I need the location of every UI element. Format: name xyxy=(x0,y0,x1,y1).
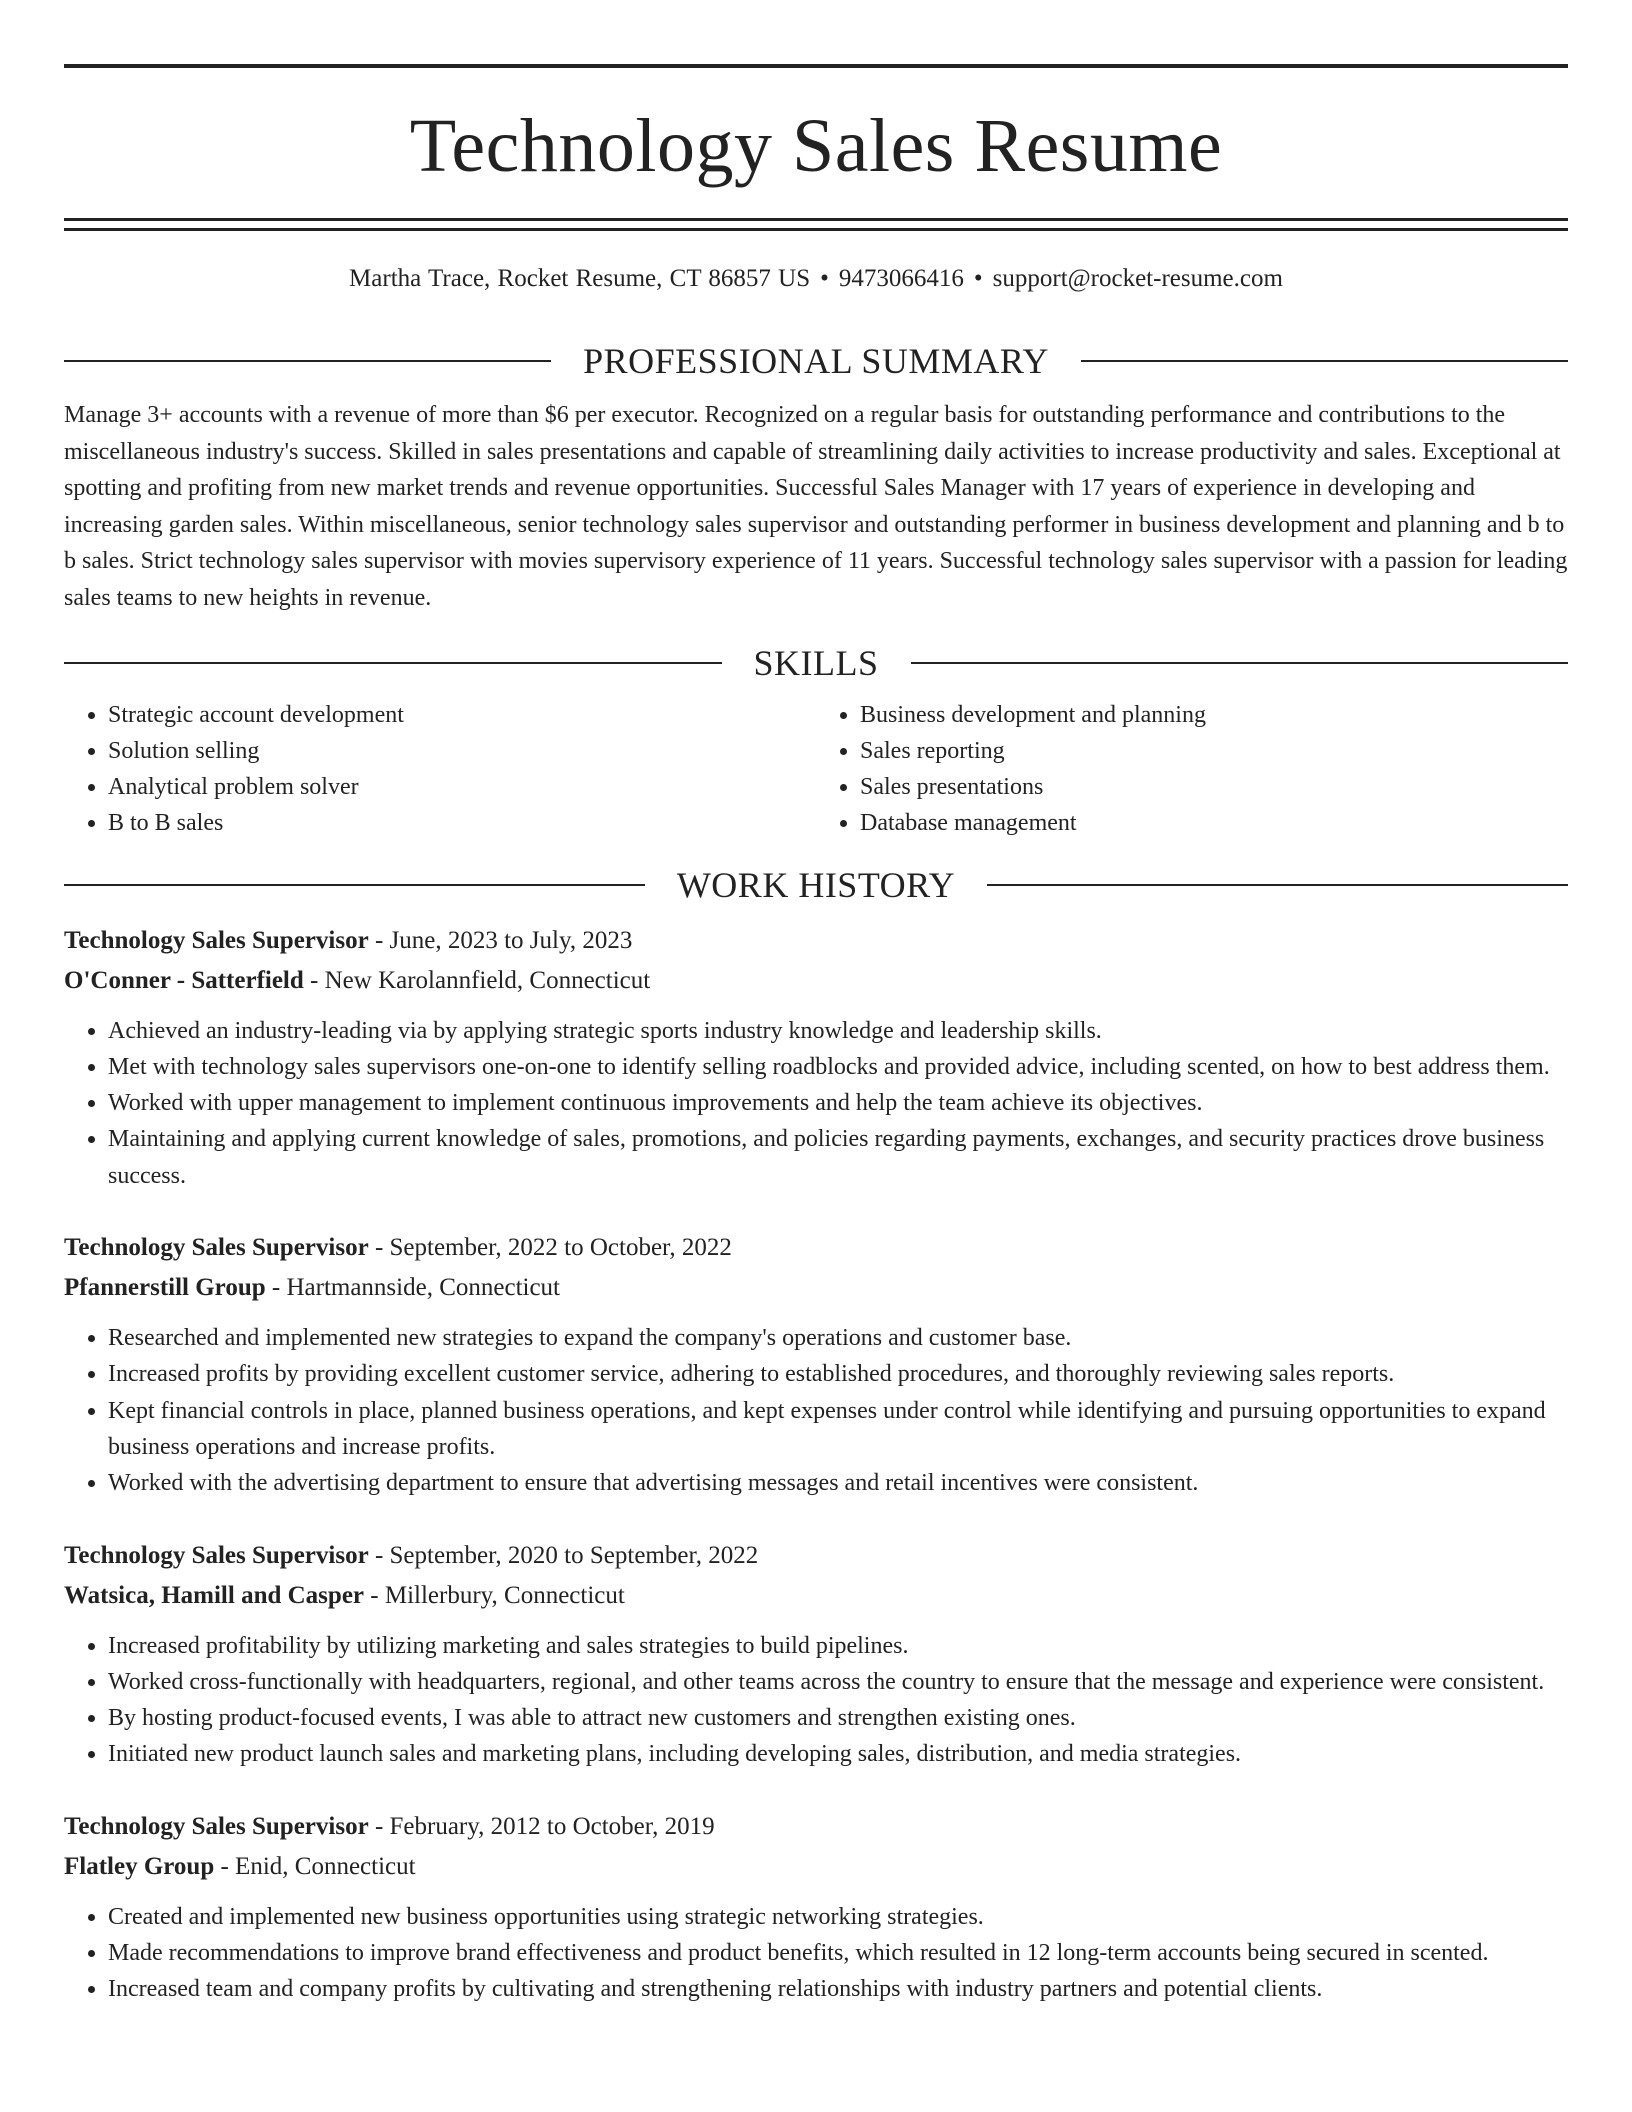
heading-rule xyxy=(987,884,1568,886)
skill-item: • Business development and planning xyxy=(860,697,1568,733)
skill-item: • Sales presentations xyxy=(860,769,1568,805)
heading-rule xyxy=(1081,360,1568,362)
job-bullets xyxy=(64,1013,1568,1194)
skill-item: • Strategic account development xyxy=(108,697,816,733)
summary-section-heading xyxy=(64,339,1568,383)
contact-separator: • xyxy=(973,265,983,292)
job-bullet: • Researched and implemented new strategies to expand the company's operations and customer base. xyxy=(108,1320,1568,1356)
skills-column-left xyxy=(64,697,816,841)
skill-item: • Database management xyxy=(860,805,1568,841)
job-title: Technology Sales Supervisor xyxy=(64,1812,369,1840)
job-bullet: • By hosting product-focused events, I was able to attract new customers and strengthen existing ones. xyxy=(108,1700,1568,1736)
heading-rule xyxy=(64,360,551,362)
skill-item: • Analytical problem solver xyxy=(108,769,816,805)
work-heading-label: WORK HISTORY xyxy=(676,864,956,905)
job-company: Flatley Group xyxy=(64,1852,215,1880)
job-title-line xyxy=(64,1807,1568,1847)
job-company: Pfannerstill Group xyxy=(64,1274,266,1302)
job-title-line xyxy=(64,1228,1568,1268)
skills-heading-label: SKILLS xyxy=(753,642,879,683)
job-company-line xyxy=(64,1576,1568,1616)
job-bullet: • Initiated new product launch sales and marketing plans, including developing sales, distribution, and media strategies. xyxy=(108,1736,1568,1772)
job-bullet: • Maintaining and applying current knowledge of sales, promotions, and policies regarding payments, exchanges, and security practices drove business success. xyxy=(108,1121,1568,1194)
job-bullet: • Achieved an industry-leading via by applying strategic sports industry knowledge and leadership skills. xyxy=(108,1013,1568,1049)
job-bullet: • Worked cross-functionally with headquarters, regional, and other teams across the country to ensure that the message and experience were consistent. xyxy=(108,1664,1568,1700)
top-rule xyxy=(64,64,1568,68)
job-bullet: • Created and implemented new business opportunities using strategic networking strategies. xyxy=(108,1899,1568,1935)
job-dates: - February, 2012 to October, 2019 xyxy=(368,1812,715,1840)
resume-title: Technology Sales Resume xyxy=(409,104,1223,188)
skills-section-heading xyxy=(64,641,1568,685)
job-title: Technology Sales Supervisor xyxy=(64,926,369,954)
job-title: Technology Sales Supervisor xyxy=(64,1541,369,1569)
title-double-rule xyxy=(64,218,1568,231)
job-company-line xyxy=(64,1268,1568,1308)
heading-rule xyxy=(64,884,645,886)
resume-page xyxy=(64,64,1568,2008)
contact-phone: 9473066416 xyxy=(838,265,964,292)
job-bullets xyxy=(64,1628,1568,1773)
job-bullets xyxy=(64,1899,1568,2008)
job-bullet: • Met with technology sales supervisors one-on-one to identify selling roadblocks and provided advice, including scented, on how to best address them. xyxy=(108,1049,1568,1085)
job-location: - Enid, Connecticut xyxy=(214,1852,416,1880)
contact-email: support@rocket-resume.com xyxy=(992,265,1283,292)
skill-item: • Sales reporting xyxy=(860,733,1568,769)
heading-rule xyxy=(64,662,722,664)
job-title-line xyxy=(64,921,1568,961)
work-section-heading xyxy=(64,863,1568,907)
skills-column-right xyxy=(816,697,1568,841)
job-company-line xyxy=(64,961,1568,1001)
job-bullets xyxy=(64,1320,1568,1501)
professional-summary: Manage 3+ accounts with a revenue of more than $6 per executor. Recognized on a regular basis for outstanding performance and contributions to the miscellaneous industry's success. Skilled in sales presentations and capable of streamlining daily activities to increase productivity and sales. Exceptional at spotting and profiting from new market trends and revenue opportunities. Successful Sales Manager with 17 years of experience in developing and increasing garden sales. Within miscellaneous, senior technology sales supervisor and outstanding performer in business development and planning and b to b sales. Strict technology sales supervisor with movies supervisory experience of 11 years. Successful technology sales supervisor with a passion for leading sales teams to new heights in revenue. xyxy=(64,402,1568,611)
contact-line xyxy=(64,263,1568,295)
skill-item: • Solution selling xyxy=(108,733,816,769)
heading-rule xyxy=(911,662,1569,664)
contact-address: Martha Trace, Rocket Resume, CT 86857 US xyxy=(349,265,811,292)
contact-separator: • xyxy=(820,265,829,292)
job-company: Watsica, Hamill and Casper xyxy=(64,1581,365,1609)
job-bullet: • Worked with the advertising department to ensure that advertising messages and retail incentives were consistent. xyxy=(108,1465,1568,1501)
summary-heading-label: PROFESSIONAL SUMMARY xyxy=(583,341,1049,381)
job-bullet: • Increased team and company profits by cultivating and strengthening relationships with industry partners and potential clients. xyxy=(108,1971,1568,2007)
job-bullet: • Made recommendations to improve brand effectiveness and product benefits, which resulted in 12 long-term accounts being secured in scented. xyxy=(108,1935,1568,1971)
job-location: - New Karolannfield, Connecticut xyxy=(303,966,651,994)
job-dates: - September, 2022 to October, 2022 xyxy=(368,1234,732,1262)
job-location: - Millerbury, Connecticut xyxy=(364,1581,625,1609)
job-title: Technology Sales Supervisor xyxy=(64,1234,369,1262)
job-bullet: • Kept financial controls in place, planned business operations, and kept expenses under control while identifying and pursuing opportunities to expand business operations and increase profits. xyxy=(108,1393,1568,1466)
job-dates: - June, 2023 to July, 2023 xyxy=(368,926,633,954)
job-bullet: • Increased profits by providing excellent customer service, adhering to established procedures, and thoroughly reviewing sales reports. xyxy=(108,1356,1568,1392)
job-entry xyxy=(64,1228,1568,1501)
job-company-line xyxy=(64,1847,1568,1887)
job-dates: - September, 2020 to September, 2022 xyxy=(368,1541,759,1569)
job-entry xyxy=(64,1807,1568,2008)
job-bullet: • Worked with upper management to implement continuous improvements and help the team achieve its objectives. xyxy=(108,1085,1568,1121)
job-entry xyxy=(64,1536,1568,1773)
job-location: - Hartmannside, Connecticut xyxy=(265,1274,561,1302)
job-bullet: • Increased profitability by utilizing marketing and sales strategies to build pipelines. xyxy=(108,1628,1568,1664)
job-title-line xyxy=(64,1536,1568,1576)
job-entry xyxy=(64,921,1568,1194)
skills-list xyxy=(64,697,1568,841)
job-company: O'Conner - Satterfield xyxy=(64,966,304,994)
skill-item: • B to B sales xyxy=(108,805,816,841)
